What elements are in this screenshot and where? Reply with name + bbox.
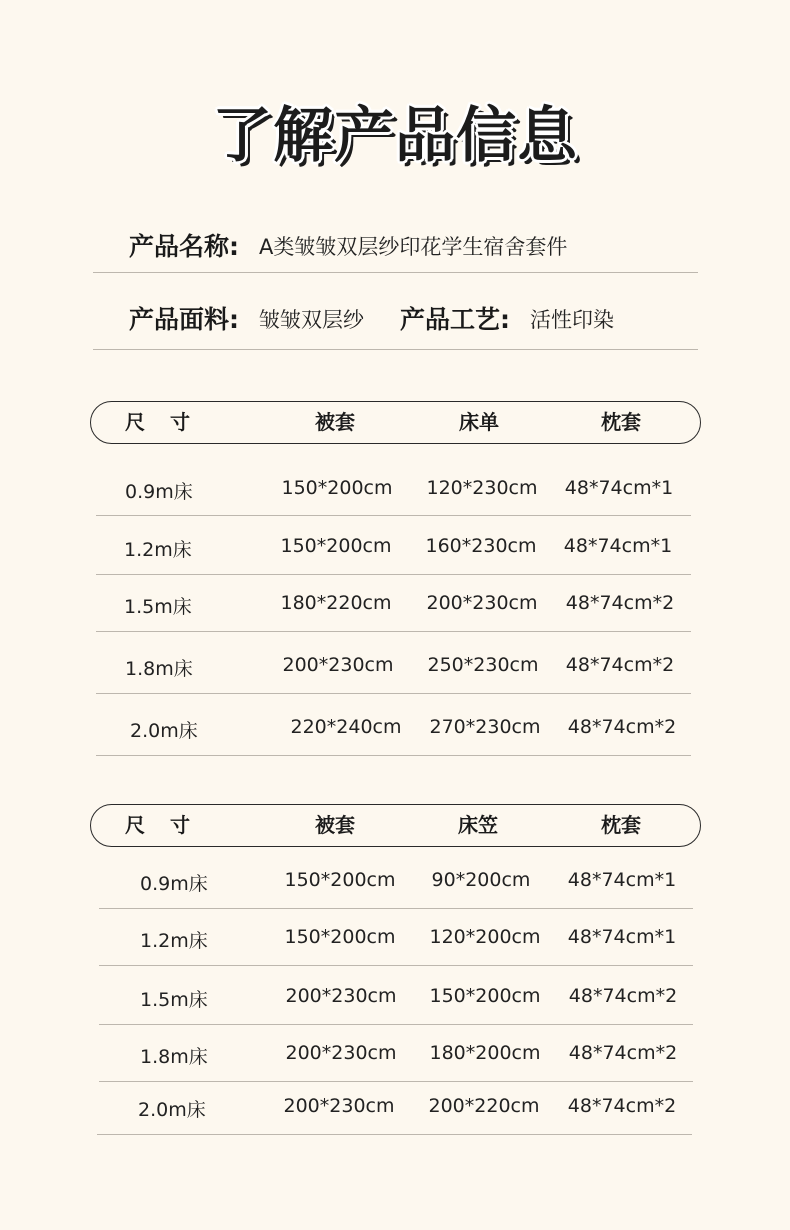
size-cell: 0.9m床 <box>125 481 193 503</box>
product-name-row <box>93 196 698 273</box>
product-fabric-craft-row <box>93 273 698 350</box>
size-cell: 1.2m床 <box>124 539 192 561</box>
table-row <box>96 575 691 632</box>
sheet-cell: 120*230cm <box>426 477 538 499</box>
table-row <box>99 909 693 966</box>
sheet-cell: 270*230cm <box>429 716 541 738</box>
header-duvet-cover: 被套 <box>315 410 355 434</box>
header-bed-sheet: 床单 <box>459 410 499 434</box>
fitted-sheet-cell: 90*200cm <box>431 869 531 891</box>
sheet-cell: 160*230cm <box>425 535 537 557</box>
pillow-cell: 48*74cm*2 <box>568 985 678 1007</box>
pillow-cell: 48*74cm*1 <box>567 926 677 948</box>
pillow-cell: 48*74cm*2 <box>568 1042 678 1064</box>
product-craft-label: 产品工艺: <box>400 305 510 334</box>
sheet-cell: 200*230cm <box>426 592 538 614</box>
size-table-1-header <box>90 401 701 444</box>
pillow-cell: 48*74cm*2 <box>567 716 677 738</box>
size-cell: 1.8m床 <box>140 1046 208 1068</box>
size-cell: 1.8m床 <box>125 658 193 680</box>
pillow-cell: 48*74cm*1 <box>563 535 673 557</box>
size-cell: 2.0m床 <box>130 720 198 742</box>
table-row <box>96 694 691 756</box>
product-name-value: A类皱皱双层纱印花学生宿舍套件 <box>259 235 568 259</box>
table-row <box>96 464 691 516</box>
size-cell: 1.2m床 <box>140 930 208 952</box>
page-title: 了解产品信息 <box>212 101 578 171</box>
header-pillowcase: 枕套 <box>601 410 641 434</box>
product-craft-value: 活性印染 <box>530 308 614 332</box>
fitted-sheet-cell: 120*200cm <box>429 926 541 948</box>
product-fabric-label: 产品面料: <box>129 305 239 334</box>
duvet-cell: 200*230cm <box>285 985 397 1007</box>
size-cell: 1.5m床 <box>140 989 208 1011</box>
size-table-2-header <box>90 804 701 847</box>
table-row <box>96 516 691 575</box>
pillow-cell: 48*74cm*2 <box>567 1095 677 1117</box>
header-pillowcase: 枕套 <box>601 813 641 837</box>
sheet-cell: 250*230cm <box>427 654 539 676</box>
table-row <box>99 1025 693 1082</box>
duvet-cell: 150*200cm <box>284 869 396 891</box>
duvet-cell: 150*200cm <box>280 535 392 557</box>
product-name-label: 产品名称: <box>129 232 239 261</box>
pillow-cell: 48*74cm*2 <box>565 654 675 676</box>
duvet-cell: 200*230cm <box>282 654 394 676</box>
header-duvet-cover: 被套 <box>315 813 355 837</box>
duvet-cell: 200*230cm <box>283 1095 395 1117</box>
duvet-cell: 200*230cm <box>285 1042 397 1064</box>
size-cell: 0.9m床 <box>140 873 208 895</box>
fitted-sheet-cell: 150*200cm <box>429 985 541 1007</box>
header-size: 尺 寸 <box>125 813 190 837</box>
duvet-cell: 180*220cm <box>280 592 392 614</box>
fitted-sheet-cell: 180*200cm <box>429 1042 541 1064</box>
duvet-cell: 220*240cm <box>290 716 402 738</box>
size-cell: 2.0m床 <box>138 1099 206 1121</box>
pillow-cell: 48*74cm*2 <box>565 592 675 614</box>
header-fitted-sheet: 床笠 <box>458 813 498 837</box>
product-fabric-value: 皱皱双层纱 <box>259 308 364 332</box>
table-row <box>99 966 693 1025</box>
pillow-cell: 48*74cm*1 <box>564 477 674 499</box>
size-cell: 1.5m床 <box>124 596 192 618</box>
fitted-sheet-cell: 200*220cm <box>428 1095 540 1117</box>
table-row <box>97 1082 692 1135</box>
table-row <box>99 852 693 909</box>
header-size: 尺 寸 <box>125 410 190 434</box>
duvet-cell: 150*200cm <box>281 477 393 499</box>
pillow-cell: 48*74cm*1 <box>567 869 677 891</box>
duvet-cell: 150*200cm <box>284 926 396 948</box>
table-row <box>96 632 691 694</box>
